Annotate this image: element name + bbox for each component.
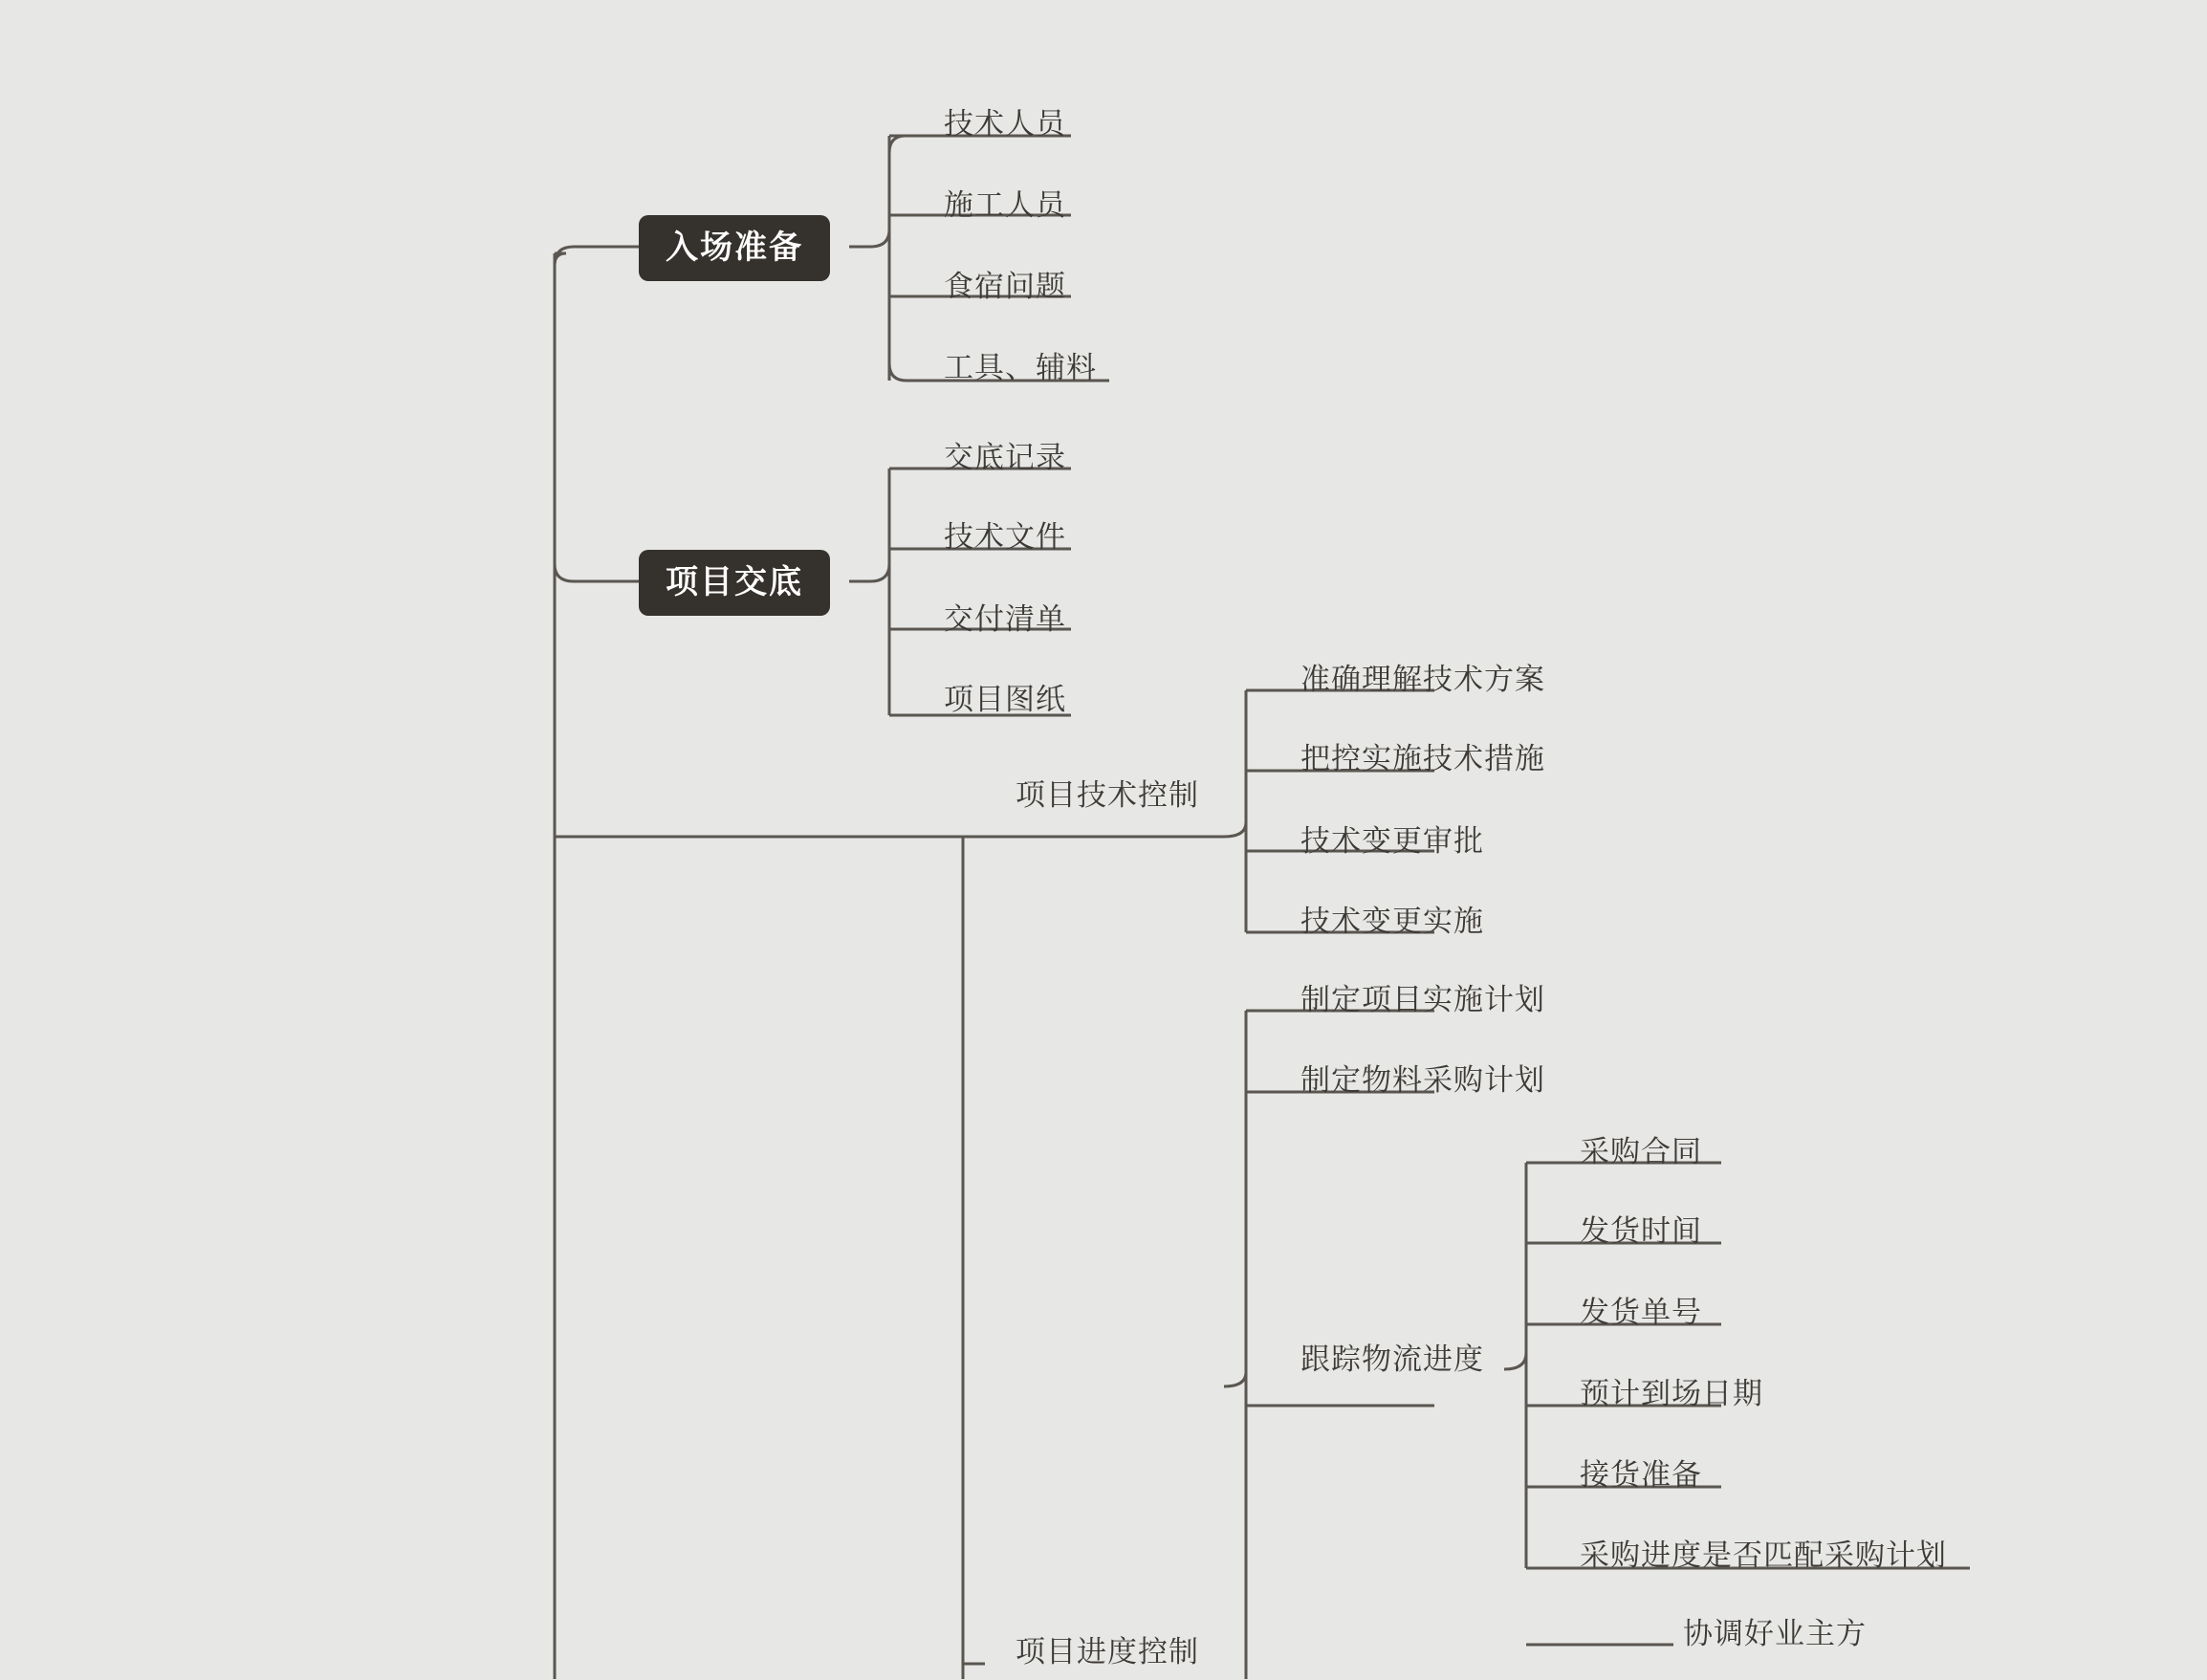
node-xiangmu-jiaodi[interactable]: 项目交底 (639, 550, 830, 616)
node-zhunque-lijie-jishu-fangan[interactable]: 准确理解技术方案 (1300, 663, 1545, 696)
node-caigou-hetong[interactable]: 采购合同 (1580, 1135, 1702, 1168)
node-jiaodi-jilu[interactable]: 交底记录 (944, 441, 1066, 474)
node-bakong-shishi-jishu-cuoshi[interactable]: 把控实施技术措施 (1300, 742, 1545, 775)
node-yuji-daochang-riqi[interactable]: 预计到场日期 (1580, 1377, 1763, 1410)
node-xiangmu-jishu-kongzhi[interactable]: 项目技术控制 (1016, 778, 1199, 812)
node-zhiding-xiangmu-shishi-jihua[interactable]: 制定项目实施计划 (1300, 983, 1545, 1016)
node-ruchang-zhunbei[interactable]: 入场准备 (639, 215, 830, 281)
node-jishu-biangeng-shenpi[interactable]: 技术变更审批 (1300, 824, 1484, 858)
node-jiehuo-zhunbei[interactable]: 接货准备 (1580, 1458, 1702, 1492)
node-jishu-biangeng-shishi[interactable]: 技术变更实施 (1300, 905, 1484, 938)
node-xiangmu-jindu-kongzhi[interactable]: 项目进度控制 (1016, 1635, 1199, 1669)
node-fahuo-shijian[interactable]: 发货时间 (1580, 1214, 1702, 1248)
node-caigou-jindu-pipei[interactable]: 采购进度是否匹配采购计划 (1580, 1538, 1947, 1572)
node-xietiao-hao-yezhufang[interactable]: 协调好业主方 (1683, 1617, 1867, 1650)
node-shisu-wenti[interactable]: 食宿问题 (944, 270, 1066, 303)
node-xiangmu-tuzhi[interactable]: 项目图纸 (944, 683, 1066, 716)
node-genzong-wuliu-jindu[interactable]: 跟踪物流进度 (1300, 1342, 1484, 1376)
node-jishu-wenjian[interactable]: 技术文件 (944, 520, 1066, 554)
node-jiaofu-qingdan[interactable]: 交付清单 (944, 602, 1066, 636)
node-jishu-renyuan[interactable]: 技术人员 (944, 107, 1066, 141)
node-zhiding-wuliao-caigou-jihua[interactable]: 制定物料采购计划 (1300, 1063, 1545, 1097)
node-fahuo-danhao[interactable]: 发货单号 (1580, 1296, 1702, 1329)
node-shigong-renyuan[interactable]: 施工人员 (944, 188, 1066, 222)
node-gongju-fuliao[interactable]: 工具、辅料 (944, 351, 1097, 384)
